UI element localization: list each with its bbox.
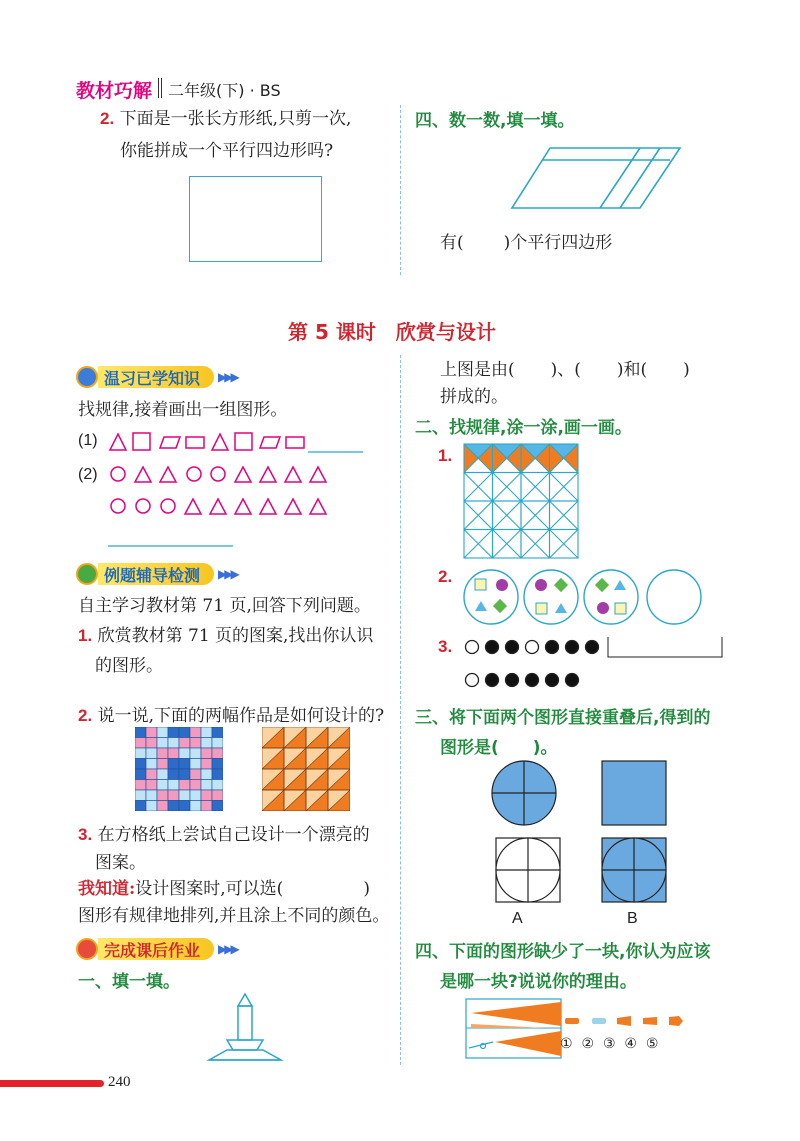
circle-shape — [136, 499, 150, 513]
parallelogram-line-3 — [620, 148, 660, 208]
art-tile — [190, 759, 201, 770]
art-tile — [179, 748, 190, 759]
example-intro: 自主学习教材第 71 页,回答下列问题。 — [78, 596, 371, 616]
example-q2 — [78, 703, 384, 729]
dot-white — [466, 641, 479, 654]
art-tile — [201, 727, 212, 738]
art-tile — [135, 748, 146, 759]
book-subtitle: 二年级(下) · BS — [168, 81, 281, 100]
triangle-shape — [210, 499, 226, 514]
clock-icon — [76, 563, 98, 585]
diamond-green — [595, 578, 609, 592]
choice-2[interactable]: ② — [581, 1036, 595, 1052]
dot-black — [546, 641, 559, 654]
arrows-icon: ▶▶▶ — [218, 567, 237, 581]
question-number: 2. — [100, 109, 115, 128]
triangle-shape — [160, 467, 176, 482]
triangle-shape — [212, 434, 228, 450]
problem-1-number: 1. — [438, 446, 453, 465]
answer-open: 有( — [440, 233, 464, 253]
art-tile — [157, 780, 168, 791]
orange-wedge-mid — [471, 1024, 545, 1028]
book-title: 教材巧解 — [76, 80, 153, 102]
homework-banner — [76, 936, 237, 962]
lesson-title: 第 5 课时 欣赏与设计 — [288, 320, 496, 344]
art-tile — [201, 738, 212, 749]
triangle-shape — [235, 467, 251, 482]
circle-shape — [161, 499, 175, 513]
homework-section-1: 一、填一填。 — [78, 972, 180, 992]
example-banner — [76, 561, 237, 587]
parallelogram-shape — [160, 437, 180, 448]
base-trapezoid — [209, 1050, 281, 1060]
pattern-art-triangles — [262, 727, 350, 811]
answer-box — [608, 637, 722, 657]
piece-2 — [592, 1018, 606, 1024]
art-tile — [135, 801, 146, 812]
arrows-icon: ▶▶▶ — [218, 942, 237, 956]
review-banner-label: 温习已学知识 — [98, 366, 214, 388]
art-tile — [168, 738, 179, 749]
example-q3-line1 — [78, 822, 370, 848]
square-yellow — [536, 603, 547, 614]
problem-3-number: 3. — [438, 637, 453, 656]
art-tile — [201, 748, 212, 759]
triangle-shape — [260, 467, 276, 482]
art-tile — [168, 759, 179, 770]
art-tile — [179, 801, 190, 812]
diamond-green — [493, 599, 507, 613]
triangle-blue — [614, 580, 626, 590]
dot-black — [546, 674, 559, 687]
art-tile — [179, 769, 190, 780]
tower-figure — [205, 990, 295, 1065]
square-shape — [133, 433, 150, 450]
footer-bar — [0, 1080, 104, 1087]
section-3-line2: 图形是( )。 — [440, 738, 558, 758]
art-tile — [146, 738, 157, 749]
parallelogram-figure — [510, 140, 685, 215]
pattern-circle-3 — [584, 570, 638, 624]
art-tile — [135, 780, 146, 791]
dot-sequence — [462, 637, 727, 697]
dot-white — [466, 674, 479, 687]
art-tile — [135, 769, 146, 780]
option-b-label: B — [627, 910, 638, 927]
know-label: 我知道: — [78, 879, 136, 899]
circles-pattern — [462, 568, 707, 628]
art-tile — [201, 780, 212, 791]
example-q1-line2: 的图形。 — [95, 656, 163, 676]
art-tile — [212, 780, 223, 791]
piece-1 — [565, 1018, 579, 1024]
review-banner — [76, 364, 237, 390]
page-number: 240 — [108, 1074, 131, 1090]
art-tile — [201, 769, 212, 780]
dot-black — [486, 641, 499, 654]
triangle-shape — [110, 434, 126, 450]
know-close: ) — [363, 879, 370, 899]
dot-black — [586, 641, 599, 654]
dot-black — [566, 641, 579, 654]
art-tile — [157, 727, 168, 738]
dot-purple — [535, 579, 547, 591]
art-tile — [179, 738, 190, 749]
header-divider — [158, 78, 162, 98]
q1-number: 1. — [78, 626, 93, 645]
section-4-title-top: 四、数一数,填一填。 — [415, 111, 575, 131]
made-of-b: )、( — [550, 360, 581, 380]
question-text-line1: 下面是一张长方形纸,只剪一次, — [119, 109, 352, 129]
piece-5 — [669, 1016, 683, 1026]
art-tile — [190, 727, 201, 738]
dot-black — [526, 674, 539, 687]
triangle-shape — [285, 467, 301, 482]
rectangle-paper — [189, 176, 322, 262]
q2-number: 2. — [78, 706, 93, 725]
review-prompt: 找规律,接着画出一组图形。 — [78, 400, 288, 420]
art-tile — [201, 759, 212, 770]
rectangle-shape — [286, 437, 304, 448]
question-text-line2: 你能拼成一个平行四边形吗? — [120, 141, 334, 161]
art-tile — [157, 790, 168, 801]
piece-3 — [617, 1016, 631, 1026]
diamond-green — [554, 578, 568, 592]
art-tile — [179, 727, 190, 738]
triangle-grid — [463, 443, 579, 559]
art-tile — [146, 727, 157, 738]
know-line1 — [78, 876, 370, 902]
art-tile — [157, 748, 168, 759]
made-of-line2: 拼成的。 — [440, 387, 508, 407]
square-yellow — [475, 579, 486, 590]
dot-black — [486, 674, 499, 687]
art-tile — [135, 727, 146, 738]
made-of-line1 — [440, 357, 690, 383]
triangle-shape — [310, 467, 326, 482]
tower-rectangle — [238, 1006, 252, 1040]
art-tile — [190, 780, 201, 791]
example-banner-label: 例题辅导检测 — [98, 563, 214, 585]
art-tile — [157, 738, 168, 749]
pattern-art-grid — [135, 727, 223, 811]
art-tile — [146, 780, 157, 791]
art-tile — [190, 738, 201, 749]
art-tile — [190, 748, 201, 759]
art-tile — [168, 790, 179, 801]
example-q3-line2: 图案。 — [95, 853, 146, 873]
option-a-label: A — [512, 910, 523, 927]
art-tile — [168, 769, 179, 780]
art-tile — [212, 759, 223, 770]
choice-labels — [560, 1036, 658, 1052]
art-tile — [168, 748, 179, 759]
choice-1[interactable]: ① — [560, 1036, 573, 1052]
blue-square — [602, 761, 666, 825]
square-shape — [235, 433, 252, 450]
parallelogram-count-answer — [440, 230, 612, 256]
triangle-blue — [555, 603, 567, 613]
q3-number: 3. — [78, 825, 93, 844]
rectangle-shape — [186, 437, 204, 448]
pattern-1-shapes — [108, 428, 368, 456]
q1-text: 欣赏教材第 71 页的图案,找出你认识 — [97, 626, 374, 646]
dot-black — [566, 674, 579, 687]
art-tile — [168, 727, 179, 738]
alarm-icon — [76, 938, 98, 960]
section-2-title: 二、找规律,涂一涂,画一画。 — [415, 418, 632, 438]
section-4-line1: 四、下面的图形缺少了一块,你认为应该 — [415, 942, 711, 962]
arrows-icon: ▶▶▶ — [218, 370, 237, 384]
art-tile — [135, 759, 146, 770]
circle-shape — [111, 499, 125, 513]
circle-shape — [211, 467, 225, 481]
circle-shape — [187, 467, 201, 481]
know-text: 设计图案时,可以选( — [135, 879, 284, 899]
orange-wedge-top — [471, 1002, 561, 1026]
dot-black — [506, 641, 519, 654]
pattern-2-label: (2) — [78, 466, 98, 483]
top-triangle — [238, 994, 252, 1006]
art-tile — [157, 759, 168, 770]
column-divider-top — [400, 105, 401, 275]
section-3-line1: 三、将下面两个图形直接重叠后,得到的 — [415, 708, 711, 728]
art-tile — [212, 801, 223, 812]
art-tile — [212, 790, 223, 801]
art-tile — [212, 748, 223, 759]
square-yellow — [615, 603, 626, 614]
art-tile — [212, 738, 223, 749]
art-tile — [146, 790, 157, 801]
pattern-circle-2 — [524, 570, 578, 624]
made-of-a: 上图是由( — [440, 360, 515, 380]
triangle-shape — [235, 499, 251, 514]
triangle-shape — [185, 499, 201, 514]
art-tile — [168, 801, 179, 812]
parallelogram-shape — [260, 437, 280, 448]
answer-close: )个平行四边形 — [503, 233, 613, 253]
art-tile — [190, 790, 201, 801]
dot-purple — [597, 602, 609, 614]
triangle-shape — [285, 499, 301, 514]
triangle-shape — [310, 499, 326, 514]
question-2 — [100, 106, 351, 132]
art-tile — [179, 759, 190, 770]
art-tile — [146, 748, 157, 759]
made-of-c: )和( — [616, 360, 648, 380]
homework-banner-label: 完成课后作业 — [98, 938, 214, 960]
art-tile — [146, 759, 157, 770]
know-line2: 图形有规律地排列,并且涂上不同的颜色。 — [78, 906, 390, 926]
art-tile — [146, 801, 157, 812]
pattern-circle-empty — [647, 570, 701, 624]
base-parallelogram — [227, 1040, 263, 1050]
triangle-shape — [260, 499, 276, 514]
choice-5[interactable]: ⑤ — [645, 1036, 659, 1052]
section-4-line2: 是哪一块?说说你的理由。 — [440, 972, 637, 992]
art-tile — [157, 769, 168, 780]
piece-4 — [643, 1017, 657, 1025]
art-tile — [146, 769, 157, 780]
made-of-d: ) — [683, 360, 690, 380]
problem-2-number: 2. — [438, 567, 453, 586]
dot-purple — [496, 579, 508, 591]
triangle-blue — [475, 601, 487, 611]
q2-text: 说一说,下面的两幅作品是如何设计的? — [97, 706, 385, 726]
pattern-1-label: (1) — [78, 432, 98, 449]
art-tile — [190, 801, 201, 812]
choice-3[interactable]: ③ — [602, 1036, 616, 1052]
art-tile — [201, 790, 212, 801]
art-tile — [135, 738, 146, 749]
orange-wedge-bottom — [495, 1031, 561, 1056]
clock-icon — [76, 366, 98, 388]
example-q1-line1 — [78, 623, 373, 649]
art-tile — [135, 790, 146, 801]
art-tile — [168, 780, 179, 791]
art-tile — [179, 790, 190, 801]
art-tile — [212, 769, 223, 780]
q3-text: 在方格纸上尝试自己设计一个漂亮的 — [97, 825, 370, 845]
column-divider-bottom — [400, 355, 401, 1065]
triangle-shape — [135, 467, 151, 482]
dot-white — [526, 641, 539, 654]
parallelogram-line-2 — [600, 148, 640, 208]
art-tile — [179, 780, 190, 791]
choice-4[interactable]: ④ — [624, 1036, 637, 1052]
art-tile — [201, 801, 212, 812]
circle-shape — [111, 467, 125, 481]
art-tile — [190, 769, 201, 780]
overlap-figures — [490, 760, 680, 910]
art-tile — [157, 801, 168, 812]
pattern-circle-1 — [464, 570, 518, 624]
art-tile — [212, 727, 223, 738]
dot-black — [506, 674, 519, 687]
pattern-2-shapes — [108, 462, 338, 552]
